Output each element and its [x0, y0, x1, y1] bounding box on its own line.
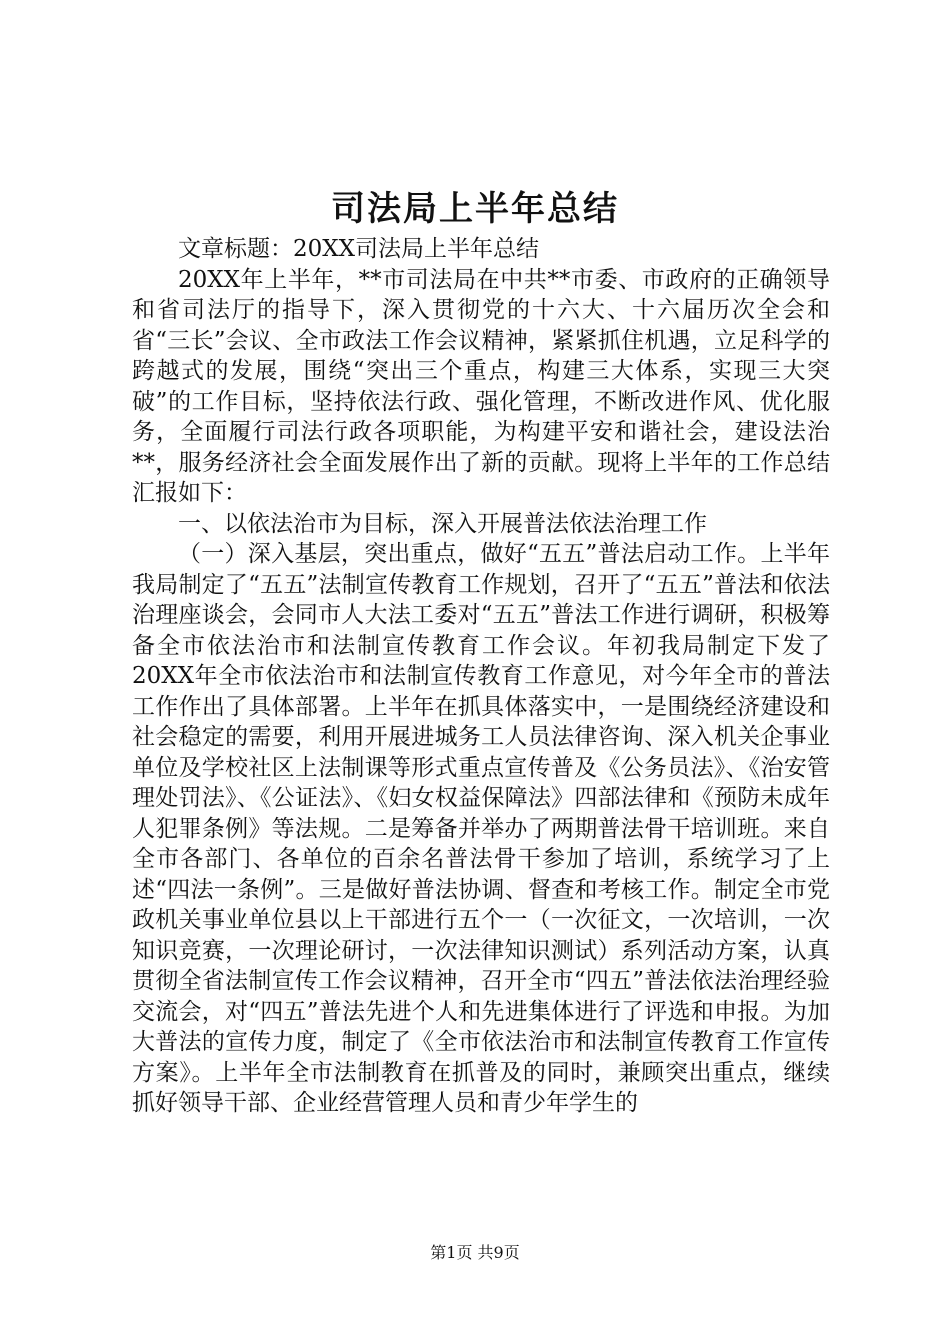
body-paragraph: （一）深入基层，突出重点，做好“五五”普法启动工作。上半年我局制定了“五五”法制宣传教育工作规划，召开了“五五”普法和依法治理座谈会，会同市人大法工委对“五五”普法工作进行调研，积极筹备全市依法治市和法制宣传教育工作会议。年初我局制定下发了20XX年全市依法治市和法制宣传教育工作意见，对今年全市的普法工作作出了具体部署。上半年在抓具体落实中，一是围绕经济建设和社会稳定的需要，利用开展进城务工人员法律咨询、深入机关企事业单位及学校社区上法制课等形式重点宣传普及《公务员法》、《治安管理处罚法》、《公证法》、《妇女权益保障法》四部法律和《预防未成年人犯罪条例》等法规。二是筹备并举办了两期普法骨干培训班。来自全市各部门、各单位的百余名普法骨干参加了培训，系统学习了上述“四法一条例”。三是做好普法协调、督查和考核工作。制定全市党政机关事业单位县以上干部进行五个一（一次征文，一次培训，一次知识竞赛，一次理论研讨，一次法律知识测试）系列活动方案，认真贯彻全省法制宣传工作会议精神，召开全市“四五”普法依法治理经验交流会，对“四五”普法先进个人和先进集体进行了评选和申报。为加大普法的宣传力度，制定了《全市依法治市和法制宣传教育工作宣传方案》。上半年全市法制教育在抓普及的同时，兼顾突出重点，继续抓好领导干部、企业经营管理人员和青少年学生的 [132, 541, 830, 1116]
body-paragraph: 文章标题：20XX司法局上半年总结 [178, 236, 540, 262]
document-title: 司法局上半年总结 [331, 189, 619, 229]
page-footer: 第1页 共9页 [430, 1243, 520, 1262]
body-paragraph: 20XX年上半年，**市司法局在中共**市委、市政府的正确领导和省司法厅的指导下，深入贯彻党的十六大、十六届历次全会和省“三长”会议、全市政法工作会议精神，紧紧抓住机遇，立足科学的跨越式的发展，围绕“突出三个重点，构建三大体系，实现三大突破”的工作目标，坚持依法行政、强化管理，不断改进作风、优化服务，全面履行司法行政各项职能，为构建平安和谐社会，建设法治**，服务经济社会全面发展作出了新的贡献。现将上半年的工作总结汇报如下： [132, 266, 830, 506]
section-heading: 一、以依法治市为目标，深入开展普法依法治理工作 [178, 510, 707, 537]
document-body [132, 234, 830, 1119]
